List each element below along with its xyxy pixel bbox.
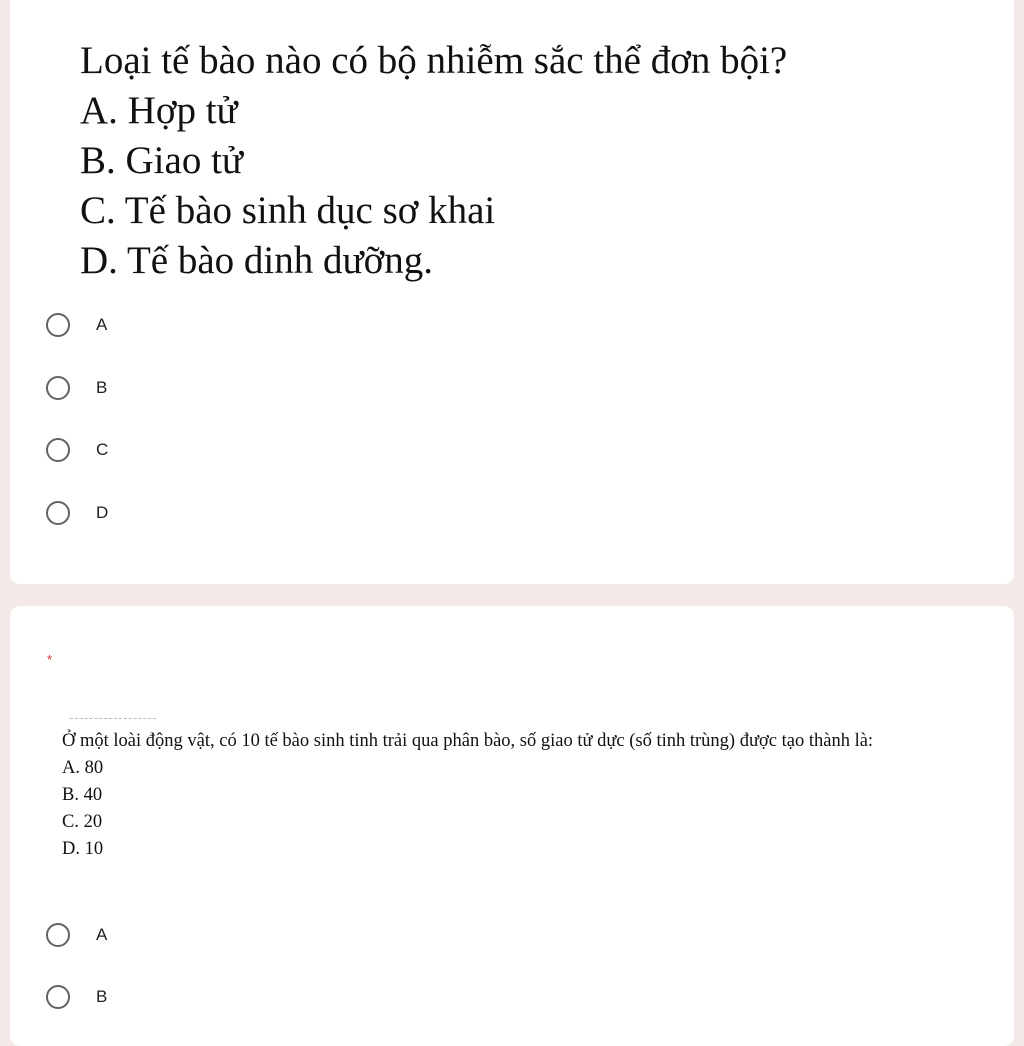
- question-1-choice-d[interactable]: [46, 498, 108, 528]
- question-2-choice-b[interactable]: [46, 982, 107, 1012]
- question-1-image-option-d: D. Tế bào dinh dưỡng.: [80, 239, 433, 282]
- radio-button[interactable]: [46, 313, 70, 337]
- question-2-image-option-a: A. 80: [62, 758, 104, 778]
- question-1-stem: Loại tế bào nào có bộ nhiễm sắc thể đơn bội?: [80, 39, 788, 82]
- question-1-image-option-b: B. Giao tử: [80, 139, 244, 182]
- question-card-2: [10, 606, 1014, 1046]
- choice-label: D: [96, 503, 109, 522]
- question-1-choice-a[interactable]: [46, 310, 107, 340]
- question-card-1: [10, 0, 1014, 584]
- required-asterisk: *: [47, 652, 53, 667]
- question-2-image-option-b: B. 40: [62, 785, 103, 805]
- radio-button[interactable]: [46, 376, 70, 400]
- radio-button[interactable]: [46, 438, 70, 462]
- question-2-image-option-c: C. 20: [62, 812, 103, 832]
- question-2-stem: Ở một loài động vật, có 10 tế bào sinh tinh trải qua phân bào, số giao tử dực (số tinh trùng) được tạo thành là:: [62, 731, 874, 751]
- choice-label: A: [96, 315, 108, 334]
- radio-button[interactable]: [46, 985, 70, 1009]
- question-2-choice-a[interactable]: [46, 920, 107, 950]
- question-1-image-option-c: C. Tế bào sinh dục sơ khai: [80, 189, 496, 232]
- question-2-image: [62, 728, 1002, 863]
- image-crop-mark: [70, 718, 156, 719]
- choice-label: B: [96, 987, 108, 1006]
- choice-label: A: [96, 925, 108, 944]
- radio-button[interactable]: [46, 501, 70, 525]
- choice-label: C: [96, 440, 109, 459]
- radio-button[interactable]: [46, 923, 70, 947]
- question-1-image: [80, 36, 787, 286]
- choice-label: B: [96, 378, 108, 397]
- question-1-image-option-a: A. Hợp tử: [80, 89, 238, 132]
- question-1-choice-c[interactable]: [46, 435, 108, 465]
- question-1-choice-b[interactable]: [46, 373, 107, 403]
- question-2-image-option-d: D. 10: [62, 839, 104, 859]
